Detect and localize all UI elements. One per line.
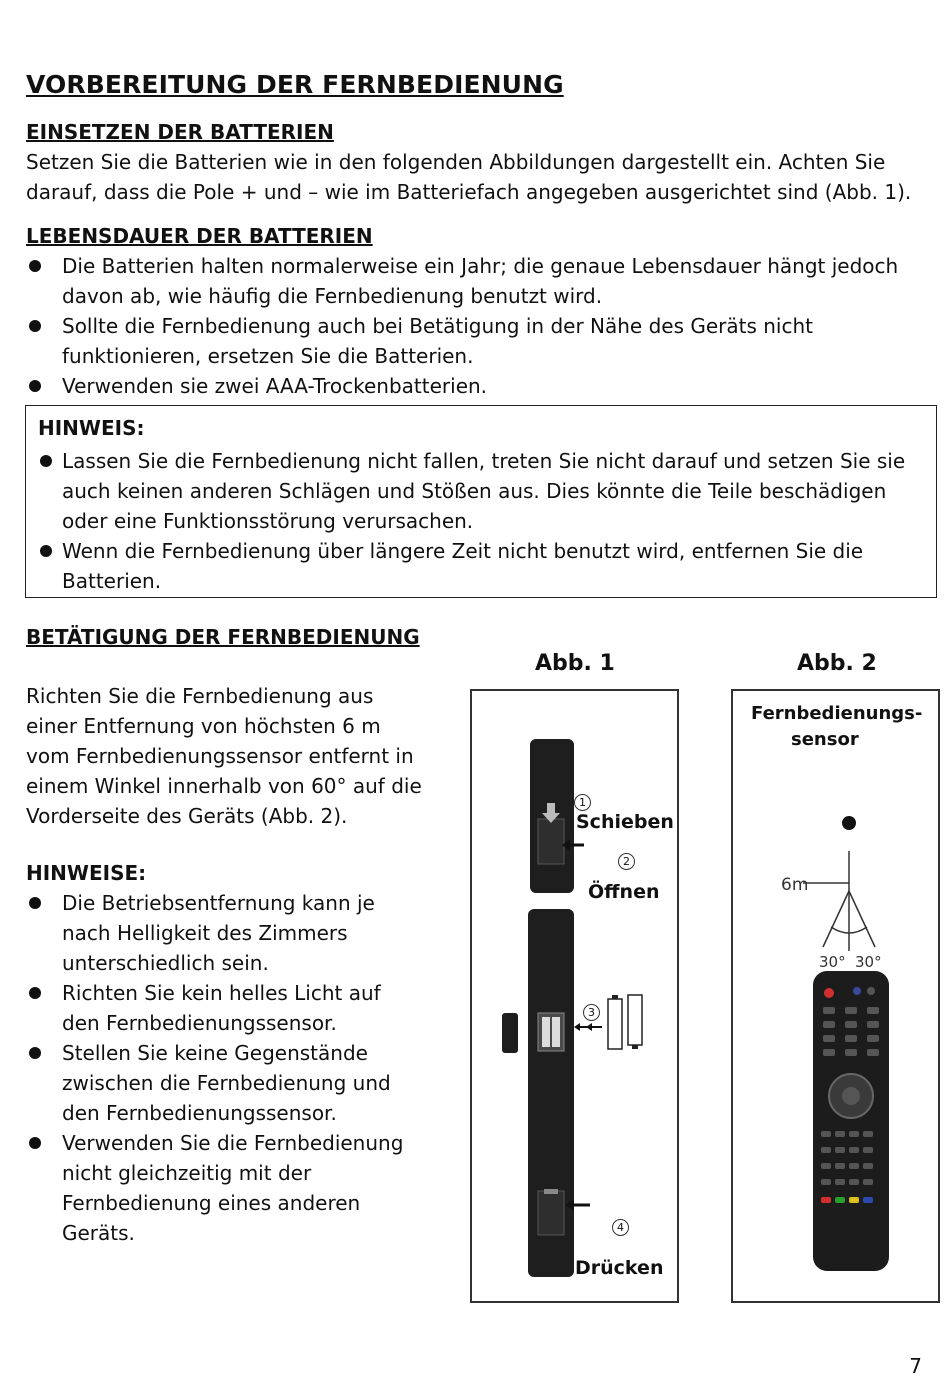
notes-item: Stellen Sie keine Gegenstände zwischen die Fernbedienung und den Fernbedienungssensor. — [26, 1038, 456, 1128]
distance-label: 6m — [781, 875, 809, 895]
operation-heading: BETÄTIGUNG DER FERNBEDIENUNG — [26, 625, 420, 649]
battery-insertion-illustration — [472, 691, 677, 1301]
batteries-line: darauf, dass die Pole + und – wie im Batteriefach angegeben ausgerichtet sind (Abb. 1). — [26, 180, 912, 204]
notice-heading: HINWEIS: — [38, 416, 145, 440]
batteries-heading: EINSETZEN DER BATTERIEN — [26, 120, 334, 144]
life-item: Sollte die Fernbedienung auch bei Betätigung in der Nähe des Geräts nicht funktionieren, ersetzen Sie die Batterien. — [26, 311, 926, 371]
notice-item: Lassen Sie die Fernbedienung nicht fallen, treten Sie nicht darauf und setzen Sie sie auch keinen anderen Schlägen und Stößen aus. Dies könnte die Teile beschädigen oder eine Funktionsstörung verursachen. — [38, 446, 918, 536]
fig1-box — [470, 689, 679, 1303]
notes-item: Richten Sie kein helles Licht auf den Fernbedienungssensor. — [26, 978, 456, 1038]
notice-box — [25, 405, 937, 598]
bullet-icon — [29, 897, 41, 909]
batteries-text — [26, 147, 936, 207]
step-2-icon: 2 — [618, 853, 635, 870]
bullet-icon — [29, 320, 41, 332]
step-1-icon: 1 — [574, 794, 591, 811]
notes-item: Verwenden Sie die Fernbedienung nicht gleichzeitig mit der Fernbedienung eines anderen Geräts. — [26, 1128, 456, 1248]
bullet-icon — [40, 545, 52, 557]
page-number: 7 — [909, 1354, 922, 1378]
bullet-icon — [29, 260, 41, 272]
fig1-label: Abb. 1 — [535, 651, 615, 676]
fig2-box — [731, 689, 940, 1303]
notes-list — [26, 888, 456, 1248]
press-label: Drücken — [575, 1257, 664, 1279]
notes-item: Die Betriebsentfernung kann je nach Helligkeit des Zimmers unterschiedlich sein. — [26, 888, 456, 978]
angle-left-label: 30° — [819, 953, 846, 971]
fig2-label: Abb. 2 — [797, 651, 877, 676]
operation-text: Richten Sie die Fernbedienung aus einer Entfernung von höchsten 6 m vom Fernbedienungssensor entfernt in einem Winkel innerhalb von 60° auf die Vorderseite des Geräts (Abb. 2). — [26, 684, 422, 828]
angle-right-label: 30° — [855, 953, 882, 971]
life-item: Verwenden sie zwei AAA-Trockenbatterien. — [26, 371, 926, 401]
remote-sensor-illustration — [733, 691, 938, 1301]
notice-list — [38, 446, 918, 596]
life-list — [26, 251, 926, 401]
page-title: VORBEREITUNG DER FERNBEDIENUNG — [26, 70, 564, 99]
sensor-label-line1: Fernbedienungs- — [751, 703, 923, 724]
sensor-label-line2: sensor — [791, 729, 859, 750]
notes-heading: HINWEISE: — [26, 861, 147, 885]
life-item: Die Batterien halten normalerweise ein Jahr; die genaue Lebensdauer hängt jedoch davon ab, wie häufig die Fernbedienung benutzt wird. — [26, 251, 926, 311]
bullet-icon — [29, 1047, 41, 1059]
push-label: Schieben — [576, 811, 674, 833]
notice-item: Wenn die Fernbedienung über längere Zeit nicht benutzt wird, entfernen Sie die Batterien. — [38, 536, 918, 596]
life-heading: LEBENSDAUER DER BATTERIEN — [26, 224, 373, 248]
open-label: Öffnen — [588, 881, 660, 903]
bullet-icon — [29, 1137, 41, 1149]
step-3-icon: 3 — [583, 1004, 600, 1021]
batteries-line: Setzen Sie die Batterien wie in den folgenden Abbildungen dargestellt ein. Achten Sie — [26, 150, 886, 174]
bullet-icon — [40, 455, 52, 467]
bullet-icon — [29, 987, 41, 999]
step-4-icon: 4 — [612, 1219, 629, 1236]
bullet-icon — [29, 380, 41, 392]
